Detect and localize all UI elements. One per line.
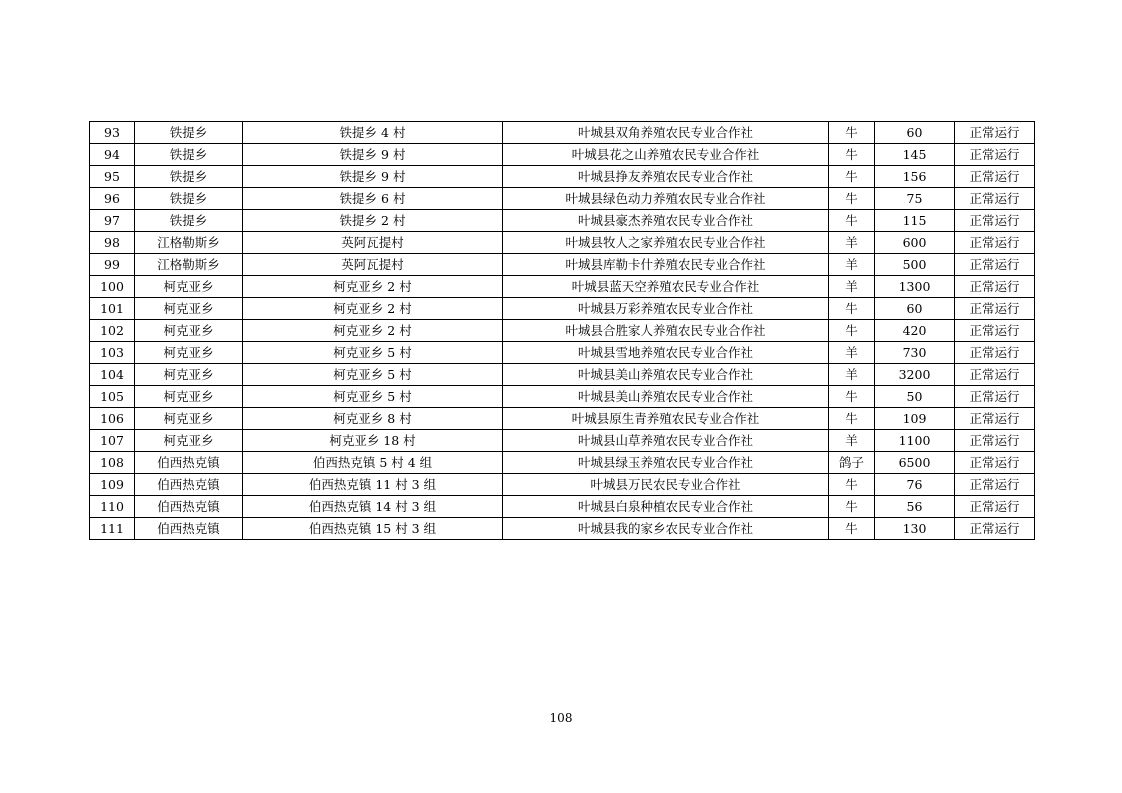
village-cell: 柯克亚乡 2 村 <box>243 320 503 342</box>
quantity-cell: 109 <box>875 408 955 430</box>
livestock-type-cell: 牛 <box>829 188 875 210</box>
row-number-cell: 95 <box>90 166 135 188</box>
status-cell: 正常运行 <box>955 144 1035 166</box>
table-row <box>90 166 1035 188</box>
table-row <box>90 210 1035 232</box>
quantity-cell: 76 <box>875 474 955 496</box>
row-number-cell: 111 <box>90 518 135 540</box>
table-row <box>90 430 1035 452</box>
table-row <box>90 342 1035 364</box>
row-number-cell: 99 <box>90 254 135 276</box>
livestock-type-cell: 牛 <box>829 166 875 188</box>
row-number-cell: 94 <box>90 144 135 166</box>
status-cell: 正常运行 <box>955 188 1035 210</box>
status-cell: 正常运行 <box>955 496 1035 518</box>
quantity-cell: 1300 <box>875 276 955 298</box>
livestock-type-cell: 鸽子 <box>829 452 875 474</box>
row-number-cell: 98 <box>90 232 135 254</box>
township-cell: 柯克亚乡 <box>135 408 243 430</box>
row-number-cell: 104 <box>90 364 135 386</box>
cooperative-name-cell: 叶城县蓝天空养殖农民专业合作社 <box>503 276 829 298</box>
livestock-type-cell: 羊 <box>829 254 875 276</box>
livestock-type-cell: 羊 <box>829 430 875 452</box>
status-cell: 正常运行 <box>955 122 1035 144</box>
livestock-type-cell: 牛 <box>829 386 875 408</box>
cooperative-name-cell: 叶城县花之山养殖农民专业合作社 <box>503 144 829 166</box>
table-row <box>90 254 1035 276</box>
table-row <box>90 188 1035 210</box>
cooperative-name-cell: 叶城县绿色动力养殖农民专业合作社 <box>503 188 829 210</box>
township-cell: 柯克亚乡 <box>135 386 243 408</box>
township-cell: 铁提乡 <box>135 188 243 210</box>
status-cell: 正常运行 <box>955 452 1035 474</box>
quantity-cell: 56 <box>875 496 955 518</box>
status-cell: 正常运行 <box>955 430 1035 452</box>
status-cell: 正常运行 <box>955 342 1035 364</box>
row-number-cell: 100 <box>90 276 135 298</box>
status-cell: 正常运行 <box>955 474 1035 496</box>
quantity-cell: 145 <box>875 144 955 166</box>
village-cell: 铁提乡 2 村 <box>243 210 503 232</box>
township-cell: 江格勒斯乡 <box>135 254 243 276</box>
cooperative-name-cell: 叶城县山草养殖农民专业合作社 <box>503 430 829 452</box>
table-row <box>90 452 1035 474</box>
village-cell: 伯西热克镇 14 村 3 组 <box>243 496 503 518</box>
table-row <box>90 232 1035 254</box>
village-cell: 柯克亚乡 2 村 <box>243 298 503 320</box>
quantity-cell: 60 <box>875 122 955 144</box>
village-cell: 伯西热克镇 15 村 3 组 <box>243 518 503 540</box>
livestock-type-cell: 牛 <box>829 320 875 342</box>
quantity-cell: 600 <box>875 232 955 254</box>
cooperative-name-cell: 叶城县库勒卡什养殖农民专业合作社 <box>503 254 829 276</box>
status-cell: 正常运行 <box>955 386 1035 408</box>
quantity-cell: 50 <box>875 386 955 408</box>
township-cell: 伯西热克镇 <box>135 496 243 518</box>
table-row <box>90 408 1035 430</box>
quantity-cell: 420 <box>875 320 955 342</box>
table-row <box>90 298 1035 320</box>
row-number-cell: 108 <box>90 452 135 474</box>
livestock-type-cell: 羊 <box>829 342 875 364</box>
village-cell: 柯克亚乡 18 村 <box>243 430 503 452</box>
row-number-cell: 103 <box>90 342 135 364</box>
status-cell: 正常运行 <box>955 518 1035 540</box>
cooperative-name-cell: 叶城县双角养殖农民专业合作社 <box>503 122 829 144</box>
table-row <box>90 144 1035 166</box>
row-number-cell: 93 <box>90 122 135 144</box>
village-cell: 柯克亚乡 5 村 <box>243 342 503 364</box>
township-cell: 柯克亚乡 <box>135 430 243 452</box>
status-cell: 正常运行 <box>955 210 1035 232</box>
page-number: 108 <box>549 711 573 725</box>
cooperative-name-cell: 叶城县万民农民专业合作社 <box>503 474 829 496</box>
township-cell: 柯克亚乡 <box>135 276 243 298</box>
cooperative-name-cell: 叶城县美山养殖农民专业合作社 <box>503 364 829 386</box>
quantity-cell: 6500 <box>875 452 955 474</box>
township-cell: 伯西热克镇 <box>135 474 243 496</box>
quantity-cell: 500 <box>875 254 955 276</box>
township-cell: 伯西热克镇 <box>135 452 243 474</box>
village-cell: 铁提乡 9 村 <box>243 144 503 166</box>
cooperative-name-cell: 叶城县豪杰养殖农民专业合作社 <box>503 210 829 232</box>
row-number-cell: 96 <box>90 188 135 210</box>
table-row <box>90 276 1035 298</box>
township-cell: 柯克亚乡 <box>135 320 243 342</box>
cooperative-name-cell: 叶城县牧人之家养殖农民专业合作社 <box>503 232 829 254</box>
status-cell: 正常运行 <box>955 232 1035 254</box>
status-cell: 正常运行 <box>955 408 1035 430</box>
row-number-cell: 102 <box>90 320 135 342</box>
quantity-cell: 60 <box>875 298 955 320</box>
cooperatives-table <box>89 121 1035 540</box>
cooperative-name-cell: 叶城县我的家乡农民专业合作社 <box>503 518 829 540</box>
cooperative-name-cell: 叶城县绿玉养殖农民专业合作社 <box>503 452 829 474</box>
row-number-cell: 105 <box>90 386 135 408</box>
status-cell: 正常运行 <box>955 364 1035 386</box>
livestock-type-cell: 羊 <box>829 232 875 254</box>
status-cell: 正常运行 <box>955 320 1035 342</box>
quantity-cell: 1100 <box>875 430 955 452</box>
village-cell: 铁提乡 4 村 <box>243 122 503 144</box>
village-cell: 英阿瓦提村 <box>243 232 503 254</box>
row-number-cell: 109 <box>90 474 135 496</box>
status-cell: 正常运行 <box>955 166 1035 188</box>
village-cell: 铁提乡 6 村 <box>243 188 503 210</box>
village-cell: 柯克亚乡 5 村 <box>243 364 503 386</box>
table-body <box>90 122 1035 540</box>
cooperative-name-cell: 叶城县白泉种植农民专业合作社 <box>503 496 829 518</box>
township-cell: 铁提乡 <box>135 144 243 166</box>
village-cell: 铁提乡 9 村 <box>243 166 503 188</box>
livestock-type-cell: 牛 <box>829 408 875 430</box>
township-cell: 铁提乡 <box>135 166 243 188</box>
village-cell: 伯西热克镇 5 村 4 组 <box>243 452 503 474</box>
township-cell: 铁提乡 <box>135 122 243 144</box>
table-row <box>90 386 1035 408</box>
township-cell: 伯西热克镇 <box>135 518 243 540</box>
livestock-type-cell: 牛 <box>829 298 875 320</box>
township-cell: 铁提乡 <box>135 210 243 232</box>
quantity-cell: 3200 <box>875 364 955 386</box>
row-number-cell: 107 <box>90 430 135 452</box>
township-cell: 江格勒斯乡 <box>135 232 243 254</box>
status-cell: 正常运行 <box>955 276 1035 298</box>
table-row <box>90 518 1035 540</box>
status-cell: 正常运行 <box>955 298 1035 320</box>
row-number-cell: 110 <box>90 496 135 518</box>
quantity-cell: 115 <box>875 210 955 232</box>
table-row <box>90 364 1035 386</box>
table-row <box>90 474 1035 496</box>
cooperative-name-cell: 叶城县万彩养殖农民专业合作社 <box>503 298 829 320</box>
livestock-type-cell: 牛 <box>829 144 875 166</box>
cooperative-name-cell: 叶城县雪地养殖农民专业合作社 <box>503 342 829 364</box>
village-cell: 伯西热克镇 11 村 3 组 <box>243 474 503 496</box>
quantity-cell: 156 <box>875 166 955 188</box>
row-number-cell: 106 <box>90 408 135 430</box>
livestock-type-cell: 牛 <box>829 474 875 496</box>
livestock-type-cell: 牛 <box>829 518 875 540</box>
township-cell: 柯克亚乡 <box>135 298 243 320</box>
cooperative-name-cell: 叶城县合胜家人养殖农民专业合作社 <box>503 320 829 342</box>
livestock-type-cell: 牛 <box>829 496 875 518</box>
township-cell: 柯克亚乡 <box>135 364 243 386</box>
township-cell: 柯克亚乡 <box>135 342 243 364</box>
table-row <box>90 320 1035 342</box>
village-cell: 柯克亚乡 8 村 <box>243 408 503 430</box>
livestock-type-cell: 牛 <box>829 122 875 144</box>
cooperative-name-cell: 叶城县美山养殖农民专业合作社 <box>503 386 829 408</box>
livestock-type-cell: 牛 <box>829 210 875 232</box>
village-cell: 英阿瓦提村 <box>243 254 503 276</box>
table-row <box>90 496 1035 518</box>
livestock-type-cell: 羊 <box>829 276 875 298</box>
quantity-cell: 75 <box>875 188 955 210</box>
village-cell: 柯克亚乡 2 村 <box>243 276 503 298</box>
village-cell: 柯克亚乡 5 村 <box>243 386 503 408</box>
cooperative-name-cell: 叶城县挣友养殖农民专业合作社 <box>503 166 829 188</box>
quantity-cell: 130 <box>875 518 955 540</box>
livestock-type-cell: 羊 <box>829 364 875 386</box>
status-cell: 正常运行 <box>955 254 1035 276</box>
quantity-cell: 730 <box>875 342 955 364</box>
cooperative-name-cell: 叶城县原生青养殖农民专业合作社 <box>503 408 829 430</box>
table-row <box>90 122 1035 144</box>
row-number-cell: 97 <box>90 210 135 232</box>
row-number-cell: 101 <box>90 298 135 320</box>
